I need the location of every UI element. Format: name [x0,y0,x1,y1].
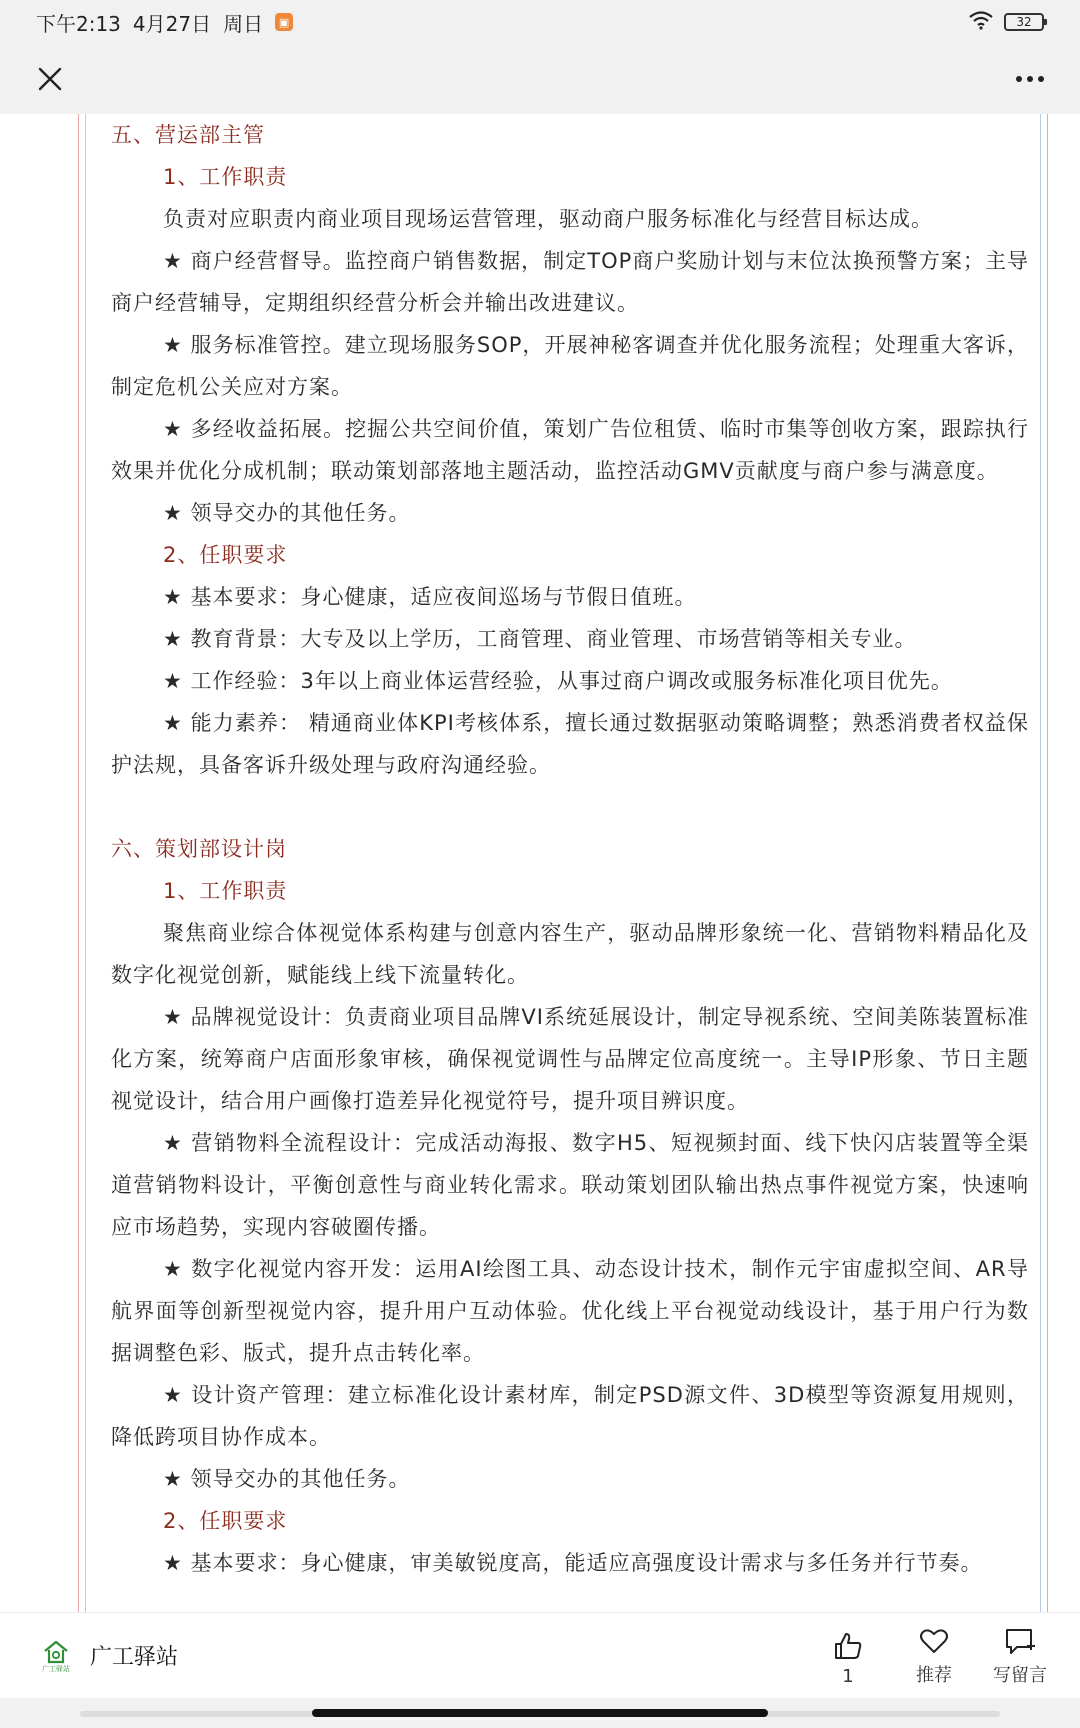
spacer [111,786,1029,828]
more-options-button[interactable] [1008,57,1052,101]
paragraph: ★ 基本要求：身心健康，适应夜间巡场与节假日值班。 [163,585,697,609]
paragraph: ★ 能力素养： 精通商业体KPI考核体系，擅长通过数据驱动策略调整；熟悉消费者权益保护法规，具备客诉升级处理与政府沟通经验。 [111,711,1029,777]
status-weekday: 周日 [223,11,264,36]
paragraph: 负责对应职责内商业项目现场运营管理，驱动商户服务标准化与经营目标达成。 [163,207,933,231]
subsection-heading: 1、工作职责 [163,879,288,903]
paragraph: ★ 数字化视觉内容开发：运用AI绘图工具、动态设计技术，制作元宇宙虚拟空间、AR导航界面等创新型视觉内容，提升用户互动体验。优化线上平台视觉动线设计，基于用户行为数据调整色彩、版式，提升点击转化率。 [111,1257,1029,1365]
subsection-heading: 2、任职要求 [163,1509,288,1533]
paragraph: ★ 服务标准管控。建立现场服务SOP，开展神秘客调查并优化服务流程；处理重大客诉，制定危机公关应对方案。 [111,333,1029,399]
status-right [968,10,1044,35]
article-page [78,114,1048,1612]
paragraph: ★ 工作经验：3年以上商业体运营经验，从事过商户调改或服务标准化项目优先。 [163,669,953,693]
gesture-area [0,1698,1080,1728]
heart-icon [918,1625,950,1657]
notification-icon: ▣ [275,13,293,31]
recommend-button[interactable] [902,1625,966,1687]
article-viewport[interactable] [0,114,1080,1612]
close-icon [37,66,63,92]
home-indicator[interactable] [312,1709,768,1717]
comment-plus-icon [1003,1625,1037,1657]
subsection-heading: 1、工作职责 [163,165,288,189]
status-date: 4月27日 [132,11,212,36]
battery-level: 32 [1016,15,1032,29]
thumbs-up-icon [832,1630,864,1662]
status-bar [0,0,1080,44]
logo-text: 广工驿站 [42,1664,70,1673]
section-heading: 六、策划部设计岗 [111,837,287,861]
paragraph: ★ 基本要求：身心健康，审美敏锐度高，能适应高强度设计需求与多任务并行节奏。 [163,1551,983,1575]
paragraph: ★ 领导交办的其他任务。 [163,1467,411,1491]
bottom-bar [0,1612,1080,1698]
like-button[interactable] [816,1630,880,1687]
status-time: 下午2:13 [36,11,121,36]
close-button[interactable] [28,57,72,101]
app-header [0,44,1080,114]
paragraph: ★ 多经收益拓展。挖掘公共空间价值，策划广告位租赁、临时市集等创收方案，跟踪执行效果并优化分成机制；联动策划部落地主题活动，监控活动GMV贡献度与商户参与满意度。 [111,417,1029,483]
paragraph: ★ 领导交办的其他任务。 [163,501,411,525]
paragraph: ★ 教育背景：大专及以上学历，工商管理、商业管理、市场营销等相关专业。 [163,627,917,651]
recommend-label: 推荐 [916,1664,952,1686]
comment-label: 写留言 [993,1664,1047,1686]
brand-logo[interactable] [36,1636,76,1676]
battery-icon [1004,13,1044,31]
paragraph: ★ 设计资产管理：建立标准化设计素材库，制定PSD源文件、3D模型等资源复用规则，降低跨项目协作成本。 [111,1383,1029,1449]
paragraph: ★ 品牌视觉设计：负责商业项目品牌VI系统延展设计，制定导视系统、空间美陈装置标准化方案，统筹商户店面形象审核，确保视觉调性与品牌定位高度统一。主导IP形象、节日主题视觉设计，结合用户画像打造差异化视觉符号，提升项目辨识度。 [111,1005,1029,1113]
wifi-icon [968,10,994,35]
section-heading: 五、营运部主管 [111,123,265,147]
paragraph: ★ 商户经营督导。监控商户销售数据，制定TOP商户奖励计划与末位汰换预警方案；主导商户经营辅导，定期组织经营分析会并输出改进建议。 [111,249,1029,315]
house-logo-icon [41,1639,71,1665]
comment-button[interactable] [988,1625,1052,1687]
paragraph: ★ 营销物料全流程设计：完成活动海报、数字H5、短视频封面、线下快闪店装置等全渠道营销物料设计，平衡创意性与商业转化需求。联动策划团队输出热点事件视觉方案，快速响应市场趋势，实现内容破圈传播。 [111,1131,1029,1239]
like-count: 1 [842,1665,854,1687]
more-icon [1015,75,1045,83]
status-left [36,8,293,37]
action-group [816,1625,1052,1687]
paragraph: 聚焦商业综合体视觉体系构建与创意内容生产，驱动品牌形象统一化、营销物料精品化及数字化视觉创新，赋能线上线下流量转化。 [111,921,1029,987]
account-name[interactable]: 广工驿站 [90,1645,179,1670]
article-body [79,114,1047,1584]
subsection-heading: 2、任职要求 [163,543,288,567]
